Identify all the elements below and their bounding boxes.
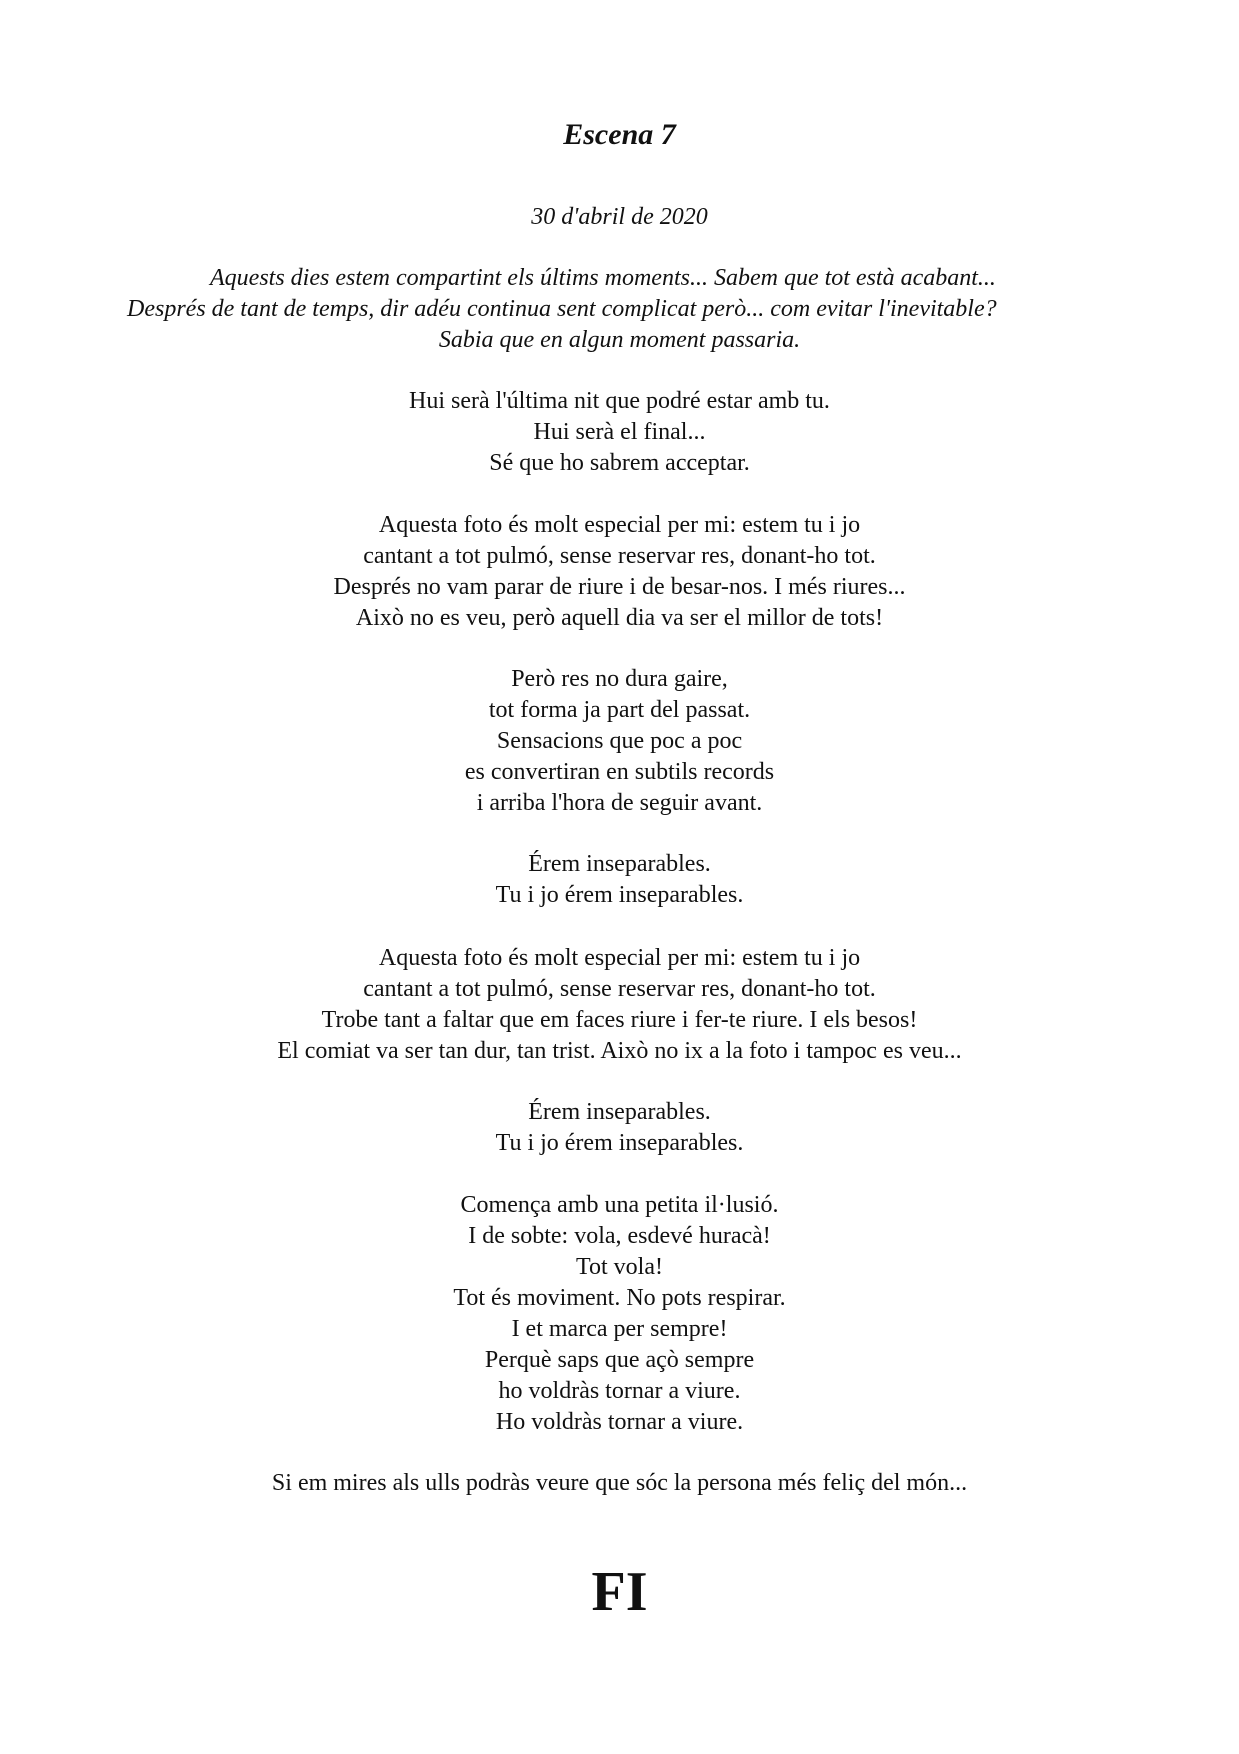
verse-line: Això no es veu, però aquell dia va ser el millor de tots! — [355, 605, 884, 631]
verse-line: tot forma ja part del passat. — [488, 697, 751, 723]
stanza-5 — [0, 943, 1239, 1067]
scene-title: Escena 7 — [563, 118, 676, 151]
verse-line: es convertiran en subtils records — [464, 759, 775, 785]
verse-line: Després no vam parar de riure i de besar-nos. I més riures... — [333, 574, 906, 600]
stage-direction-line: Sabia que en algun moment passaria. — [438, 327, 801, 353]
verse-line: Trobe tant a faltar que em faces riure i fer-te riure. I els besos! — [321, 1007, 918, 1033]
verse-line: Tu i jo érem inseparables. — [495, 1130, 744, 1156]
stanza-2 — [0, 510, 1239, 634]
verse-line: Aquesta foto és molt especial per mi: estem tu i jo — [378, 512, 861, 538]
verse-line: Érem inseparables. — [528, 851, 711, 877]
stanza-3 — [0, 664, 1239, 819]
verse-line: Sé que ho sabrem acceptar. — [489, 450, 750, 476]
scene-date: 30 d'abril de 2020 — [531, 204, 708, 230]
verse-line: Érem inseparables. — [528, 1099, 711, 1125]
verse-line: Hui serà l'última nit que podré estar amb tu. — [409, 388, 830, 414]
verse-line: Ho voldràs tornar a viure. — [495, 1409, 744, 1435]
verse-line: Sensacions que poc a poc — [496, 728, 743, 754]
verse-line: Hui serà el final... — [533, 419, 706, 445]
verse-line: ho voldràs tornar a viure. — [498, 1378, 741, 1404]
end-mark: FI — [591, 1561, 648, 1623]
verse-line: Si em mires als ulls podràs veure que sóc la persona més feliç del món... — [271, 1470, 968, 1496]
verse-line: Comença amb una petita il·lusió. — [460, 1192, 779, 1218]
verse-line: I et marca per sempre! — [511, 1316, 728, 1342]
stanza-7 — [0, 1190, 1239, 1438]
verse-line: I de sobte: vola, esdevé huracà! — [468, 1223, 771, 1249]
verse-line: Però res no dura gaire, — [511, 666, 728, 692]
verse-line: i arriba l'hora de seguir avant. — [476, 790, 763, 816]
verse-line: Tot és moviment. No pots respirar. — [453, 1285, 786, 1311]
verse-line: Aquesta foto és molt especial per mi: estem tu i jo — [378, 945, 861, 971]
verse-line: cantant a tot pulmó, sense reservar res, donant-ho tot. — [363, 543, 876, 569]
stanza-6 — [0, 1097, 1239, 1159]
stanza-4 — [0, 849, 1239, 911]
verse-line: El comiat va ser tan dur, tan trist. Això no ix a la foto i tampoc es veu... — [277, 1038, 962, 1064]
verse-line: Tot vola! — [576, 1254, 663, 1280]
stanza-8 — [0, 1468, 1239, 1499]
verse-line: Tu i jo érem inseparables. — [495, 882, 744, 908]
stage-direction-line: Aquests dies estem compartint els últims moments... Sabem que tot està acabant... — [210, 265, 996, 291]
stage-direction — [0, 263, 1239, 356]
verse-line: cantant a tot pulmó, sense reservar res, donant-ho tot. — [363, 976, 876, 1002]
verse-line: Perquè saps que açò sempre — [484, 1347, 755, 1373]
stage-direction-line: Després de tant de temps, dir adéu continua sent complicat però... com evitar l'inevitable? — [127, 296, 997, 322]
stanza-1 — [0, 386, 1239, 479]
